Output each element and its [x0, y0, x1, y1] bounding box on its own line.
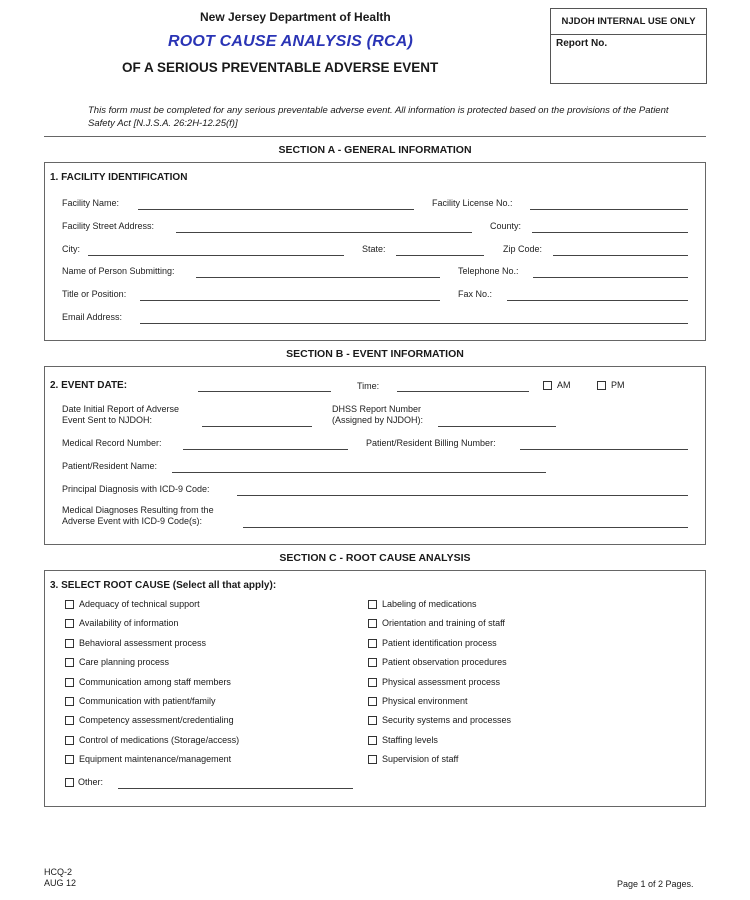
root-cause-checkbox[interactable]	[65, 658, 74, 667]
patient-name-field[interactable]	[172, 472, 546, 473]
root-cause-checkbox[interactable]	[368, 755, 377, 764]
state-field[interactable]	[396, 255, 484, 256]
zip-label: Zip Code:	[503, 244, 543, 254]
root-cause-label: Control of medications (Storage/access)	[79, 734, 240, 745]
facility-name-label: Facility Name:	[62, 198, 120, 208]
pm-checkbox[interactable]	[597, 381, 606, 390]
facility-license-field[interactable]	[530, 209, 688, 210]
fax-label: Fax No.:	[458, 289, 493, 299]
root-cause-label: Care planning process	[79, 657, 170, 668]
form-subtitle: OF A SERIOUS PREVENTABLE ADVERSE EVENT	[122, 60, 439, 75]
principal-diagnosis-field[interactable]	[237, 495, 688, 496]
root-cause-label: Communication among staff members	[79, 676, 231, 687]
other-field[interactable]	[118, 788, 353, 789]
root-cause-checkbox[interactable]	[368, 619, 377, 628]
root-cause-checkbox[interactable]	[368, 678, 377, 687]
county-field[interactable]	[532, 232, 688, 233]
date-initial-label-line1: Date Initial Report of Adverse	[62, 404, 180, 414]
root-cause-label: Physical environment	[382, 696, 468, 706]
root-cause-label: Competency assessment/credentialing	[79, 715, 234, 726]
person-submitting-label: Name of Person Submitting:	[62, 266, 175, 276]
medical-record-field[interactable]	[183, 449, 348, 450]
root-cause-checkbox[interactable]	[65, 755, 74, 764]
root-cause-checkbox[interactable]	[65, 736, 74, 745]
zip-field[interactable]	[553, 255, 688, 256]
root-cause-checkbox[interactable]	[368, 736, 377, 745]
root-cause-checkbox[interactable]	[65, 619, 74, 628]
select-root-cause-heading: 3. SELECT ROOT CAUSE (Select all that apply):	[50, 580, 277, 591]
facility-identification-heading: 1. FACILITY IDENTIFICATION	[50, 172, 188, 183]
facility-name-field[interactable]	[138, 209, 414, 210]
root-cause-label: Behavioral assessment process	[79, 637, 207, 648]
event-date-label: 2. EVENT DATE:	[50, 380, 128, 391]
telephone-label: Telephone No.:	[458, 266, 519, 276]
root-cause-label: Availability of information	[79, 618, 179, 629]
time-field[interactable]	[397, 391, 529, 392]
telephone-field[interactable]	[533, 277, 688, 278]
internal-use-label: NJDOH INTERNAL USE ONLY	[551, 9, 706, 35]
root-cause-label: Communication with patient/family	[79, 696, 216, 706]
medical-record-label: Medical Record Number:	[62, 438, 162, 448]
root-cause-checkbox[interactable]	[65, 697, 74, 706]
billing-number-field[interactable]	[520, 449, 688, 450]
person-submitting-field[interactable]	[196, 277, 440, 278]
root-cause-label: Patient identification process	[382, 637, 497, 648]
root-cause-label: Security systems and processes	[382, 715, 512, 726]
root-cause-label: Supervision of staff	[382, 754, 459, 765]
email-label: Email Address:	[62, 312, 123, 322]
time-label: Time:	[357, 381, 380, 391]
root-cause-checkbox[interactable]	[65, 600, 74, 609]
root-cause-checkbox[interactable]	[368, 639, 377, 648]
root-cause-checkbox[interactable]	[368, 697, 377, 706]
dhss-label-line1: DHSS Report Number	[332, 404, 422, 414]
patient-name-label: Patient/Resident Name:	[62, 461, 158, 471]
root-cause-checkbox[interactable]	[65, 716, 74, 725]
report-no-field[interactable]: Report No.	[556, 38, 608, 49]
root-cause-label: Physical assessment process	[382, 676, 501, 687]
date-initial-label-line2: Event Sent to NJDOH:	[62, 415, 153, 425]
root-cause-label: Labeling of medications	[382, 599, 477, 609]
title-position-label: Title or Position:	[62, 289, 127, 299]
root-cause-checkbox[interactable]	[368, 600, 377, 609]
form-code: HCQ-2	[44, 867, 73, 877]
root-cause-checkbox[interactable]	[65, 639, 74, 648]
principal-diagnosis-label: Principal Diagnosis with ICD-9 Code:	[62, 484, 210, 494]
internal-use-box	[550, 8, 707, 84]
root-cause-label: Adequacy of technical support	[79, 599, 200, 609]
title-position-field[interactable]	[140, 300, 440, 301]
root-cause-checkbox[interactable]	[65, 678, 74, 687]
root-cause-label: Patient observation procedures	[382, 657, 507, 668]
event-date-field[interactable]	[198, 391, 331, 392]
form-date: AUG 12	[44, 878, 77, 888]
root-cause-label: Equipment maintenance/management	[79, 754, 232, 765]
email-field[interactable]	[140, 323, 688, 324]
county-label: County:	[490, 221, 522, 231]
am-checkbox[interactable]	[543, 381, 552, 390]
root-cause-checkbox[interactable]	[368, 716, 377, 725]
city-label: City:	[62, 244, 80, 254]
fax-field[interactable]	[507, 300, 688, 301]
street-address-field[interactable]	[176, 232, 472, 233]
am-label: AM	[557, 380, 571, 390]
other-checkbox[interactable]	[65, 778, 74, 787]
billing-number-label: Patient/Resident Billing Number:	[366, 438, 496, 448]
facility-license-label: Facility License No.:	[432, 198, 513, 208]
form-title: ROOT CAUSE ANALYSIS (RCA)	[168, 33, 413, 50]
department-name: New Jersey Department of Health	[200, 10, 391, 24]
root-cause-label: Staffing levels	[382, 734, 438, 745]
root-cause-checkbox[interactable]	[368, 658, 377, 667]
section-c-heading: SECTION C - ROOT CAUSE ANALYSIS	[44, 544, 706, 571]
dhss-label-line2: (Assigned by NJDOH):	[332, 415, 424, 425]
dhss-report-field[interactable]	[438, 426, 556, 427]
medical-diagnoses-field[interactable]	[243, 527, 688, 528]
other-label: Other:	[78, 777, 104, 787]
pm-label: PM	[611, 380, 625, 390]
city-field[interactable]	[88, 255, 344, 256]
medical-diagnoses-label-line1: Medical Diagnoses Resulting from the	[62, 505, 214, 515]
medical-diagnoses-label-line2: Adverse Event with ICD-9 Code(s):	[62, 516, 203, 526]
section-a-heading: SECTION A - GENERAL INFORMATION	[44, 137, 706, 163]
street-address-label: Facility Street Address:	[62, 221, 155, 231]
intro-text: This form must be completed for any serious preventable adverse event. All information is protected based on the provisions of the Patient Safety Act [N.J.S.A. 26:2H-12.25(f)]	[88, 105, 669, 129]
state-label: State:	[362, 244, 386, 254]
page-indicator: Page 1 of 2 Pages.	[617, 879, 694, 889]
root-cause-label: Orientation and training of staff	[382, 618, 505, 629]
section-b-heading: SECTION B - EVENT INFORMATION	[44, 340, 706, 367]
date-initial-field[interactable]	[202, 426, 312, 427]
